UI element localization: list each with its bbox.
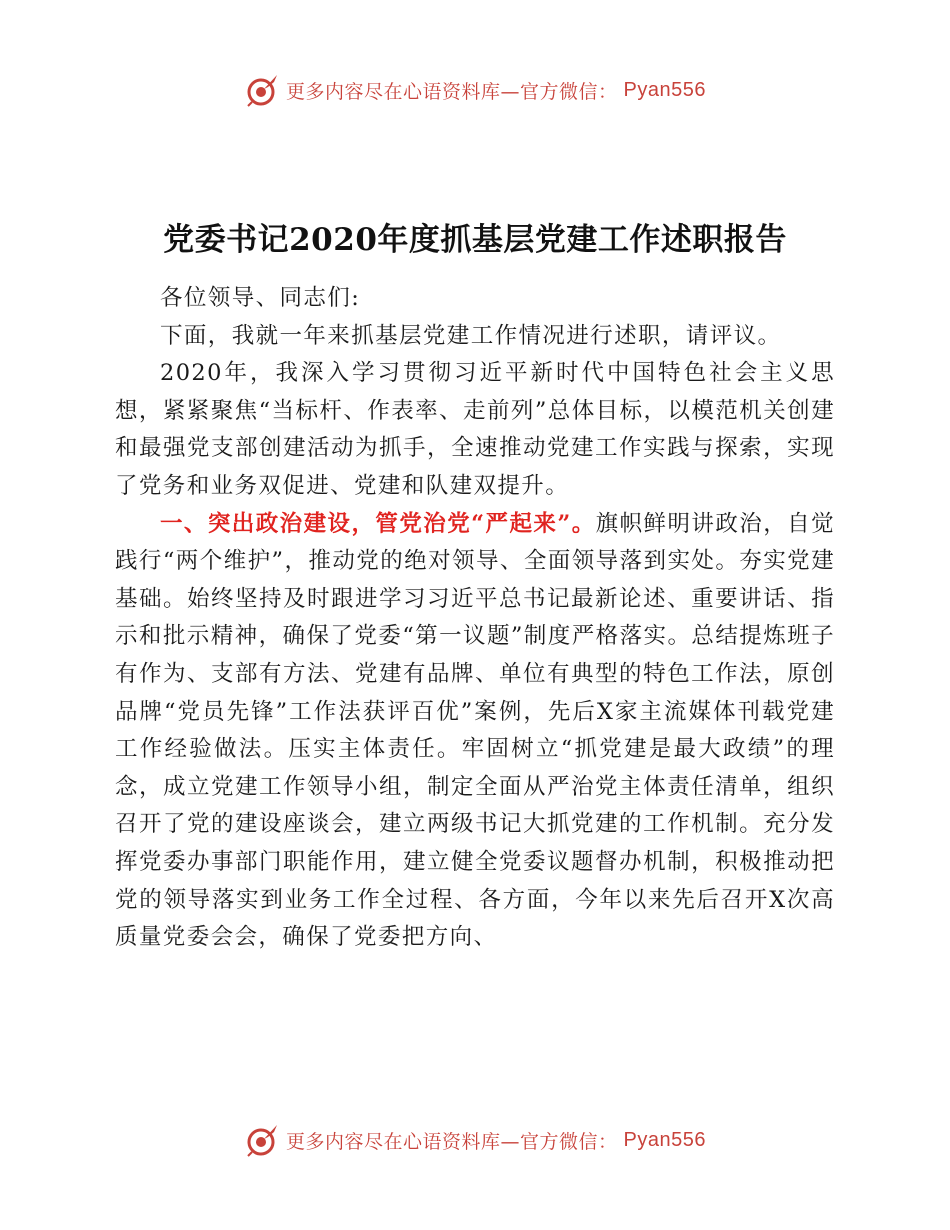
header-watermark-banner (0, 70, 950, 110)
banner-text: 更多内容尽在心语资料库—官方微信： (286, 1130, 618, 1153)
overview-paragraph: 2020年，我深入学习贯彻习近平新时代中国特色社会主义思想，紧紧聚焦“当标杆、作表率、走前列”总体目标，以模范机关创建和最强党支部创建活动为抓手，全速推动党建工作实践与探索，实现了党务和业务双促进、党建和队建双提升。 (115, 360, 835, 499)
banner-wechat-id: Pyan556 (623, 78, 706, 101)
footer-watermark-banner (0, 1120, 950, 1160)
intro-paragraph: 下面，我就一年来抓基层党建工作情况进行述职，请评议。 (160, 322, 782, 349)
quill-logo-icon (244, 72, 280, 108)
section-1-heading: 一、突出政治建设，管党治党“严起来”。 (160, 510, 596, 537)
section-1-paragraph (115, 506, 835, 957)
quill-logo-icon (244, 1122, 280, 1158)
document-body (115, 280, 835, 957)
greeting-paragraph: 各位领导、同志们: (160, 285, 361, 311)
section-1-body: 旗帜鲜明讲政治，自觉践行“两个维护”，推动党的绝对领导、全面领导落到实处。夯实党建基础。始终坚持及时跟进学习习近平总书记最新论述、重要讲话、指示和批示精神，确保了党委“第一议题”制度严格落实。总结提炼班子有作为、支部有方法、党建有品牌、单位有典型的特色工作法，原创品牌“党员先锋”工作法获评百优”案例，先后X家主流媒体刊载党建工作经验做法。压实主体责任。牢固树立“抓党建是最大政绩”的理念，成立党建工作领导小组，制定全面从严治党主体责任清单，组织召开了党的建设座谈会，建立两级书记大抓党建的工作机制。充分发挥党委办事部门职能作用，建立健全党委议题督办机制，积极推动把党的领导落实到业务工作全过程、各方面，今年以来先后召开X次高质量党委会会，确保了党委把方向、 (115, 510, 835, 951)
banner-wechat-id: Pyan556 (623, 1128, 706, 1151)
banner-text: 更多内容尽在心语资料库—官方微信： (286, 80, 618, 103)
document-title: 党委书记2020年度抓基层党建工作述职报告 (163, 222, 787, 258)
